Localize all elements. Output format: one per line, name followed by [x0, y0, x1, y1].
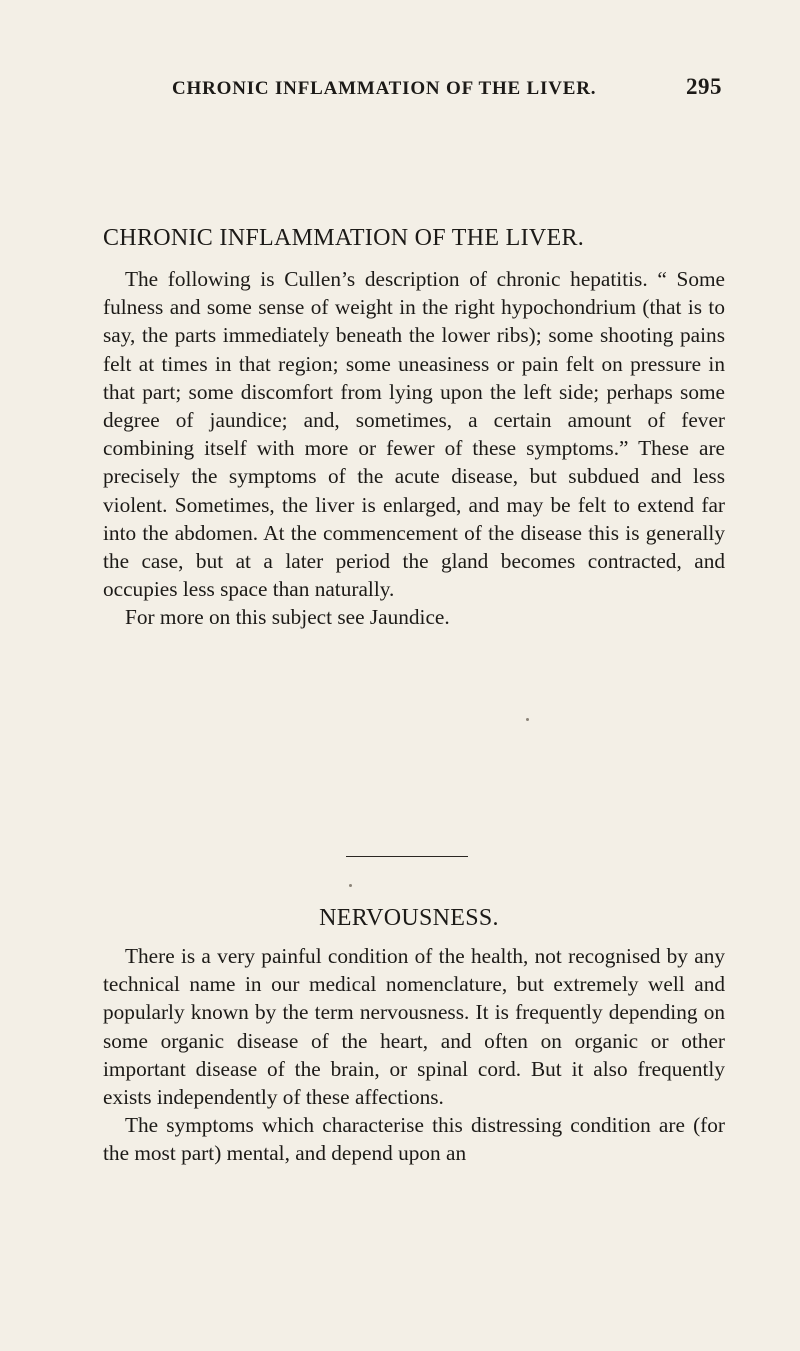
section-chronic-inflammation	[103, 225, 725, 632]
paragraph: The following is Cullen’s description of chronic hepatitis. “ Some fulness and some sense of weight in the right hypochondrium (that is to say, the parts immediately beneath the lower ribs); some shooting pains felt at times in that region; some uneasiness or pain felt on pressure in that part; some discomfort from lying upon the left side; perhaps some degree of jaundice; and, sometimes, a certain amount of fever combining itself with more or fewer of these symptoms.” These are precisely the symptoms of the acute disease, but subdued and less violent. Sometimes, the liver is enlarged, and may be felt to extend far into the abdomen. At the commencement of the disease this is generally the case, but at a later period the gland becomes contracted, and occupies less space than naturally.	[103, 267, 725, 602]
page-number: 295	[686, 74, 722, 99]
running-head-title: CHRONIC INFLAMMATION OF THE LIVER.	[172, 78, 597, 99]
print-speck	[526, 718, 529, 721]
section-nervousness	[103, 905, 725, 1168]
paragraph: There is a very painful condition of the health, not recognised by any technical name in our medical nomenclature, but extremely well and popularly known by the term nervousness. It is frequently depending on some organic disease of the heart, and often on organic or other important disease of the brain, or spinal cord. But it also frequently exists independently of these affections.	[103, 944, 725, 1110]
paragraph: For more on this subject see Jaundice.	[125, 605, 450, 630]
section-title: CHRONIC INFLAMMATION OF THE LIVER.	[103, 225, 585, 251]
running-head	[172, 74, 722, 100]
print-speck	[349, 884, 352, 887]
paragraph: The symptoms which characterise this distressing condition are (for the most part) mental, and depend upon an	[103, 1113, 725, 1166]
section-divider	[346, 856, 468, 857]
section-title: NERVOUSNESS.	[319, 905, 499, 931]
